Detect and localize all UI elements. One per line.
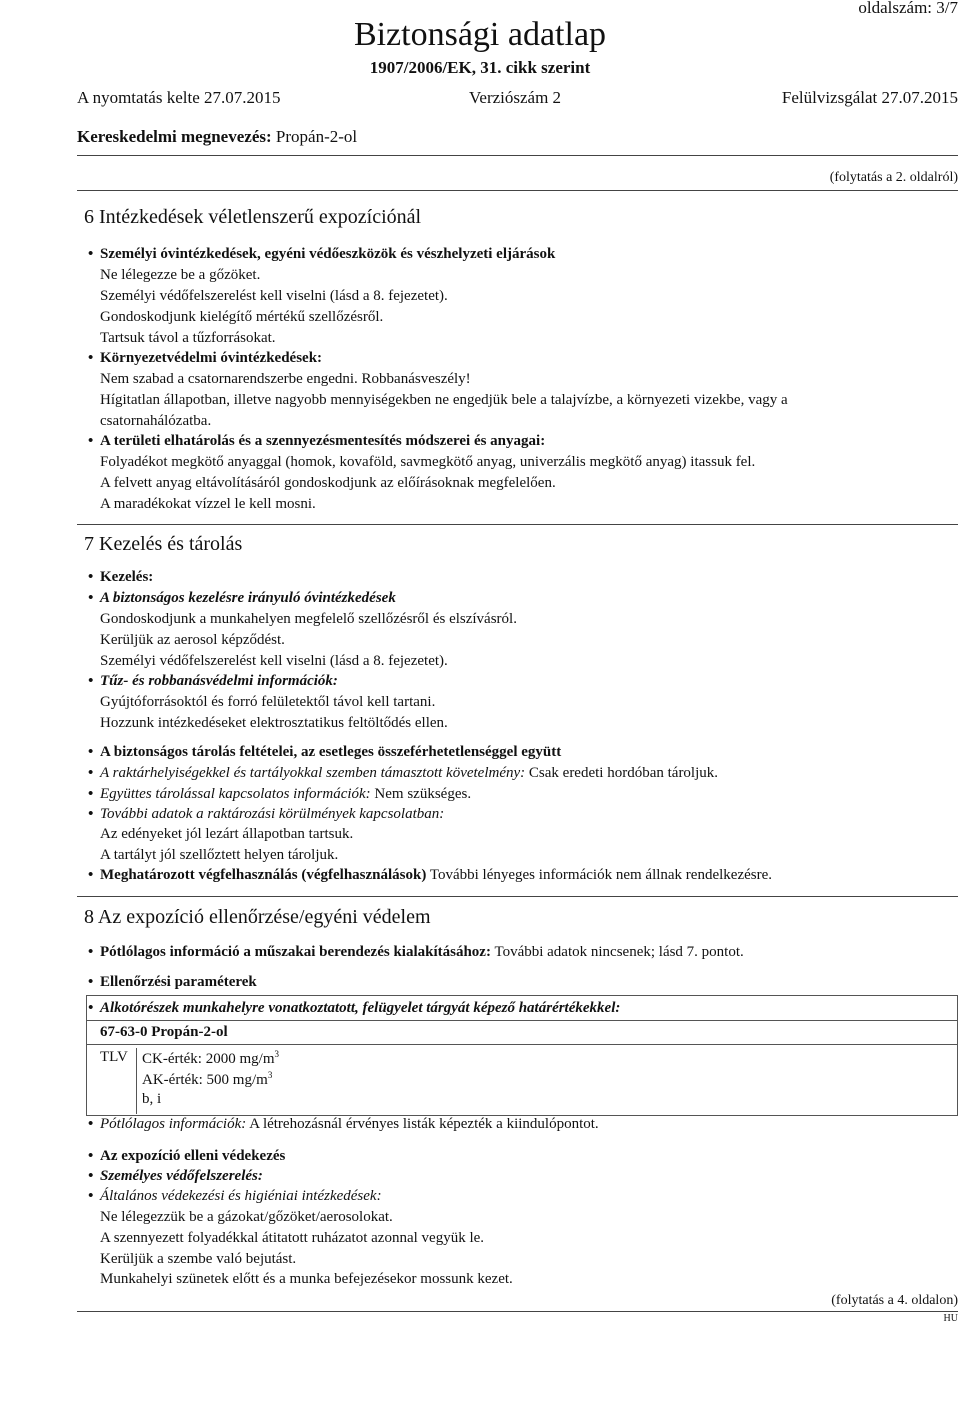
further-storage-line-1: Az edényeket jól lezárt állapotban tartsuk. [100, 826, 354, 842]
additional-info-label: Pótlólagos információk: [100, 1116, 247, 1132]
print-date: A nyomtatás kelte 27.07.2015 [77, 88, 281, 107]
environmental-precautions-title: • Környezetvédelmi óvintézkedések: [100, 350, 322, 367]
env-line-3: csatornahálózatba. [100, 413, 212, 429]
section7-heading: 7 Kezelés és tárolás [84, 533, 243, 555]
section6-heading: 6 Intézkedések véletlenszerű expozíciónál [84, 206, 422, 228]
env-line-1: Nem szabad a csatornarendszerbe engedni. Robbanásveszély! [100, 371, 471, 387]
limit-value-ck-text: CK-érték: 2000 mg/m [142, 1051, 275, 1067]
limit-value-ak-text: AK-érték: 500 mg/m [142, 1072, 268, 1088]
end-use-value: További lényeges információk nem állnak rendelkezésre. [426, 867, 772, 883]
limits-title: • Alkotórészek munkahelyre vonatkoztatott, felügyelet tárgyát képező határértékekkel: [100, 1000, 620, 1017]
section8-top-rule [77, 896, 958, 897]
general-line-3: Kerüljük a szembe való bejutást. [100, 1251, 297, 1267]
storage-requirements [100, 765, 718, 782]
limit-value-ak [142, 1070, 272, 1089]
limit-box-divider [87, 1020, 957, 1021]
continued-on-note: (folytatás a 4. oldalon) [831, 1293, 958, 1308]
personal-line-2: Személyi védőfelszerelést kell viselni (lásd a 8. fejezetet). [100, 288, 448, 304]
further-storage-line-2: A tartályt jól szellőztett helyen tároljuk. [100, 847, 339, 863]
continued-from-note: (folytatás a 2. oldalról) [829, 170, 958, 185]
safe-handling-line-2: Kerüljük az aerosol képződést. [100, 632, 285, 648]
limit-value-ak-unit-exp: 3 [267, 1070, 273, 1080]
containment-title: • A területi elhatárolás és a szennyezésmentesítés módszerei és anyagai: [100, 433, 545, 450]
language-code: HU [943, 1313, 958, 1324]
limit-type: TLV [100, 1049, 128, 1065]
fire-line-1: Gyújtóforrásoktól és forró felületektől távol kell tartani. [100, 694, 436, 710]
specific-end-use [100, 867, 772, 884]
personal-line-3: Gondoskodjunk kielégítő mértékű szellőzésről. [100, 309, 384, 325]
section6-top-rule [77, 190, 958, 191]
safe-handling-line-3: Személyi védőfelszerelést kell viselni (lásd a 8. fejezetet). [100, 653, 448, 669]
general-line-1: Ne lélegezzük be a gázokat/gőzöket/aerosolokat. [100, 1209, 393, 1225]
limit-value-notes: b, i [142, 1091, 162, 1107]
end-use-paren-close: ) [421, 867, 427, 883]
storage-req-label: A raktárhelyiségekkel és tartályokkal szemben támasztott követelmény: [100, 765, 526, 781]
version-number: Verziószám 2 [469, 88, 562, 107]
limit-box-divider-2 [87, 1044, 957, 1045]
further-storage-title: • További adatok a raktározási körülmények kapcsolatban: [100, 806, 444, 823]
trade-name-label: Kereskedelmi megnevezés: [77, 127, 272, 146]
containment-line-2: A felvett anyag eltávolításáról gondoskodjunk az előírásoknak megfelelően. [100, 475, 556, 491]
engineering-label: Pótlólagos információ a műszakai berendezés kialakításához: [100, 944, 491, 960]
joint-storage-value: Nem szükséges. [374, 786, 472, 802]
end-use-label-plural: végfelhasználások [306, 867, 422, 883]
section7-top-rule [77, 524, 958, 525]
header-divider [77, 155, 958, 156]
handling-title: • Kezelés: [100, 569, 153, 586]
safe-handling-title: • A biztonságos kezelésre irányuló óvintézkedések [100, 590, 396, 607]
exposure-controls-title: • Az expozíció elleni védekezés [100, 1148, 285, 1165]
control-parameters-title: • Ellenőrzési paraméterek [100, 974, 257, 991]
engineering-value: További adatok nincsenek; lásd 7. pontot. [494, 944, 744, 960]
fire-explosion-title: • Tűz- és robbanásvédelmi információk: [100, 673, 338, 690]
personal-line-4: Tartsuk távol a tűzforrásokat. [100, 330, 276, 346]
ppe-title: • Személyes védőfelszerelés: [100, 1168, 263, 1185]
containment-line-3: A maradékokat vízzel le kell mosni. [100, 496, 316, 512]
storage-req-value: Csak eredeti hordóban tároljuk. [528, 765, 719, 781]
page-number: oldalszám: 3/7 [858, 0, 958, 17]
end-use-paren-open: ( [297, 867, 307, 883]
revision-date: Felülvizsgálat 27.07.2015 [781, 88, 958, 107]
document-title: Biztonsági adatlap [353, 16, 607, 53]
env-line-2: Hígitatlan állapotban, illetve nagyobb mennyiségekben ne engedjük bele a talajvízbe, a környezeti vizekbe, vagy a [100, 392, 788, 408]
end-use-label: Meghatározott végfelhasználás [100, 867, 298, 883]
safe-handling-line-1: Gondoskodjunk a munkahelyen megfelelő szellőzésről és elszívásról. [100, 611, 517, 627]
fire-line-2: Hozzunk intézkedéseket elektrosztatikus feltöltődés ellen. [100, 715, 448, 731]
joint-storage-label: Együttes tárolással kapcsolatos információk: [100, 786, 371, 802]
personal-precautions-title: • Személyi óvintézkedések, egyéni védőeszközök és vészhelyzeti eljárások [100, 246, 555, 263]
engineering-info [100, 944, 744, 961]
substance-id: 67-63-0 Propán-2-ol [100, 1024, 228, 1040]
joint-storage [100, 786, 471, 803]
additional-info-value: A létrehozásnál érvényes listák képezték a kiindulópontot. [249, 1116, 599, 1132]
general-hygiene-title: • Általános védekezési és higiéniai intézkedések: [100, 1188, 382, 1205]
additional-info [100, 1116, 599, 1133]
trade-name-value: Propán-2-ol [275, 127, 358, 146]
limit-value-ck-unit-exp: 3 [274, 1049, 279, 1059]
containment-line-1: Folyadékot megkötő anyaggal (homok, kovaföld, savmegkötő anyag, univerzális megkötő anyag) itassuk fel. [100, 454, 756, 470]
general-line-4: Munkahelyi szünetek előtt és a munka befejezésekor mossunk kezet. [100, 1271, 513, 1287]
trade-name [77, 127, 357, 147]
personal-line-1: Ne lélegezze be a gőzöket. [100, 267, 261, 283]
footer-divider [77, 1311, 958, 1312]
document-subtitle: 1907/2006/EK, 31. cikk szerint [369, 58, 591, 77]
general-line-2: A szennyezett folyadékkal átitatott ruházatot azonnal vegyük le. [100, 1230, 485, 1246]
section8-heading: 8 Az expozíció ellenőrzése/egyéni védelem [84, 906, 431, 928]
limit-value-ck [142, 1049, 279, 1068]
limit-values-cell [136, 1048, 137, 1114]
storage-title: • A biztonságos tárolás feltételei, az esetleges összeférhetetlenséggel együtt [100, 744, 561, 761]
